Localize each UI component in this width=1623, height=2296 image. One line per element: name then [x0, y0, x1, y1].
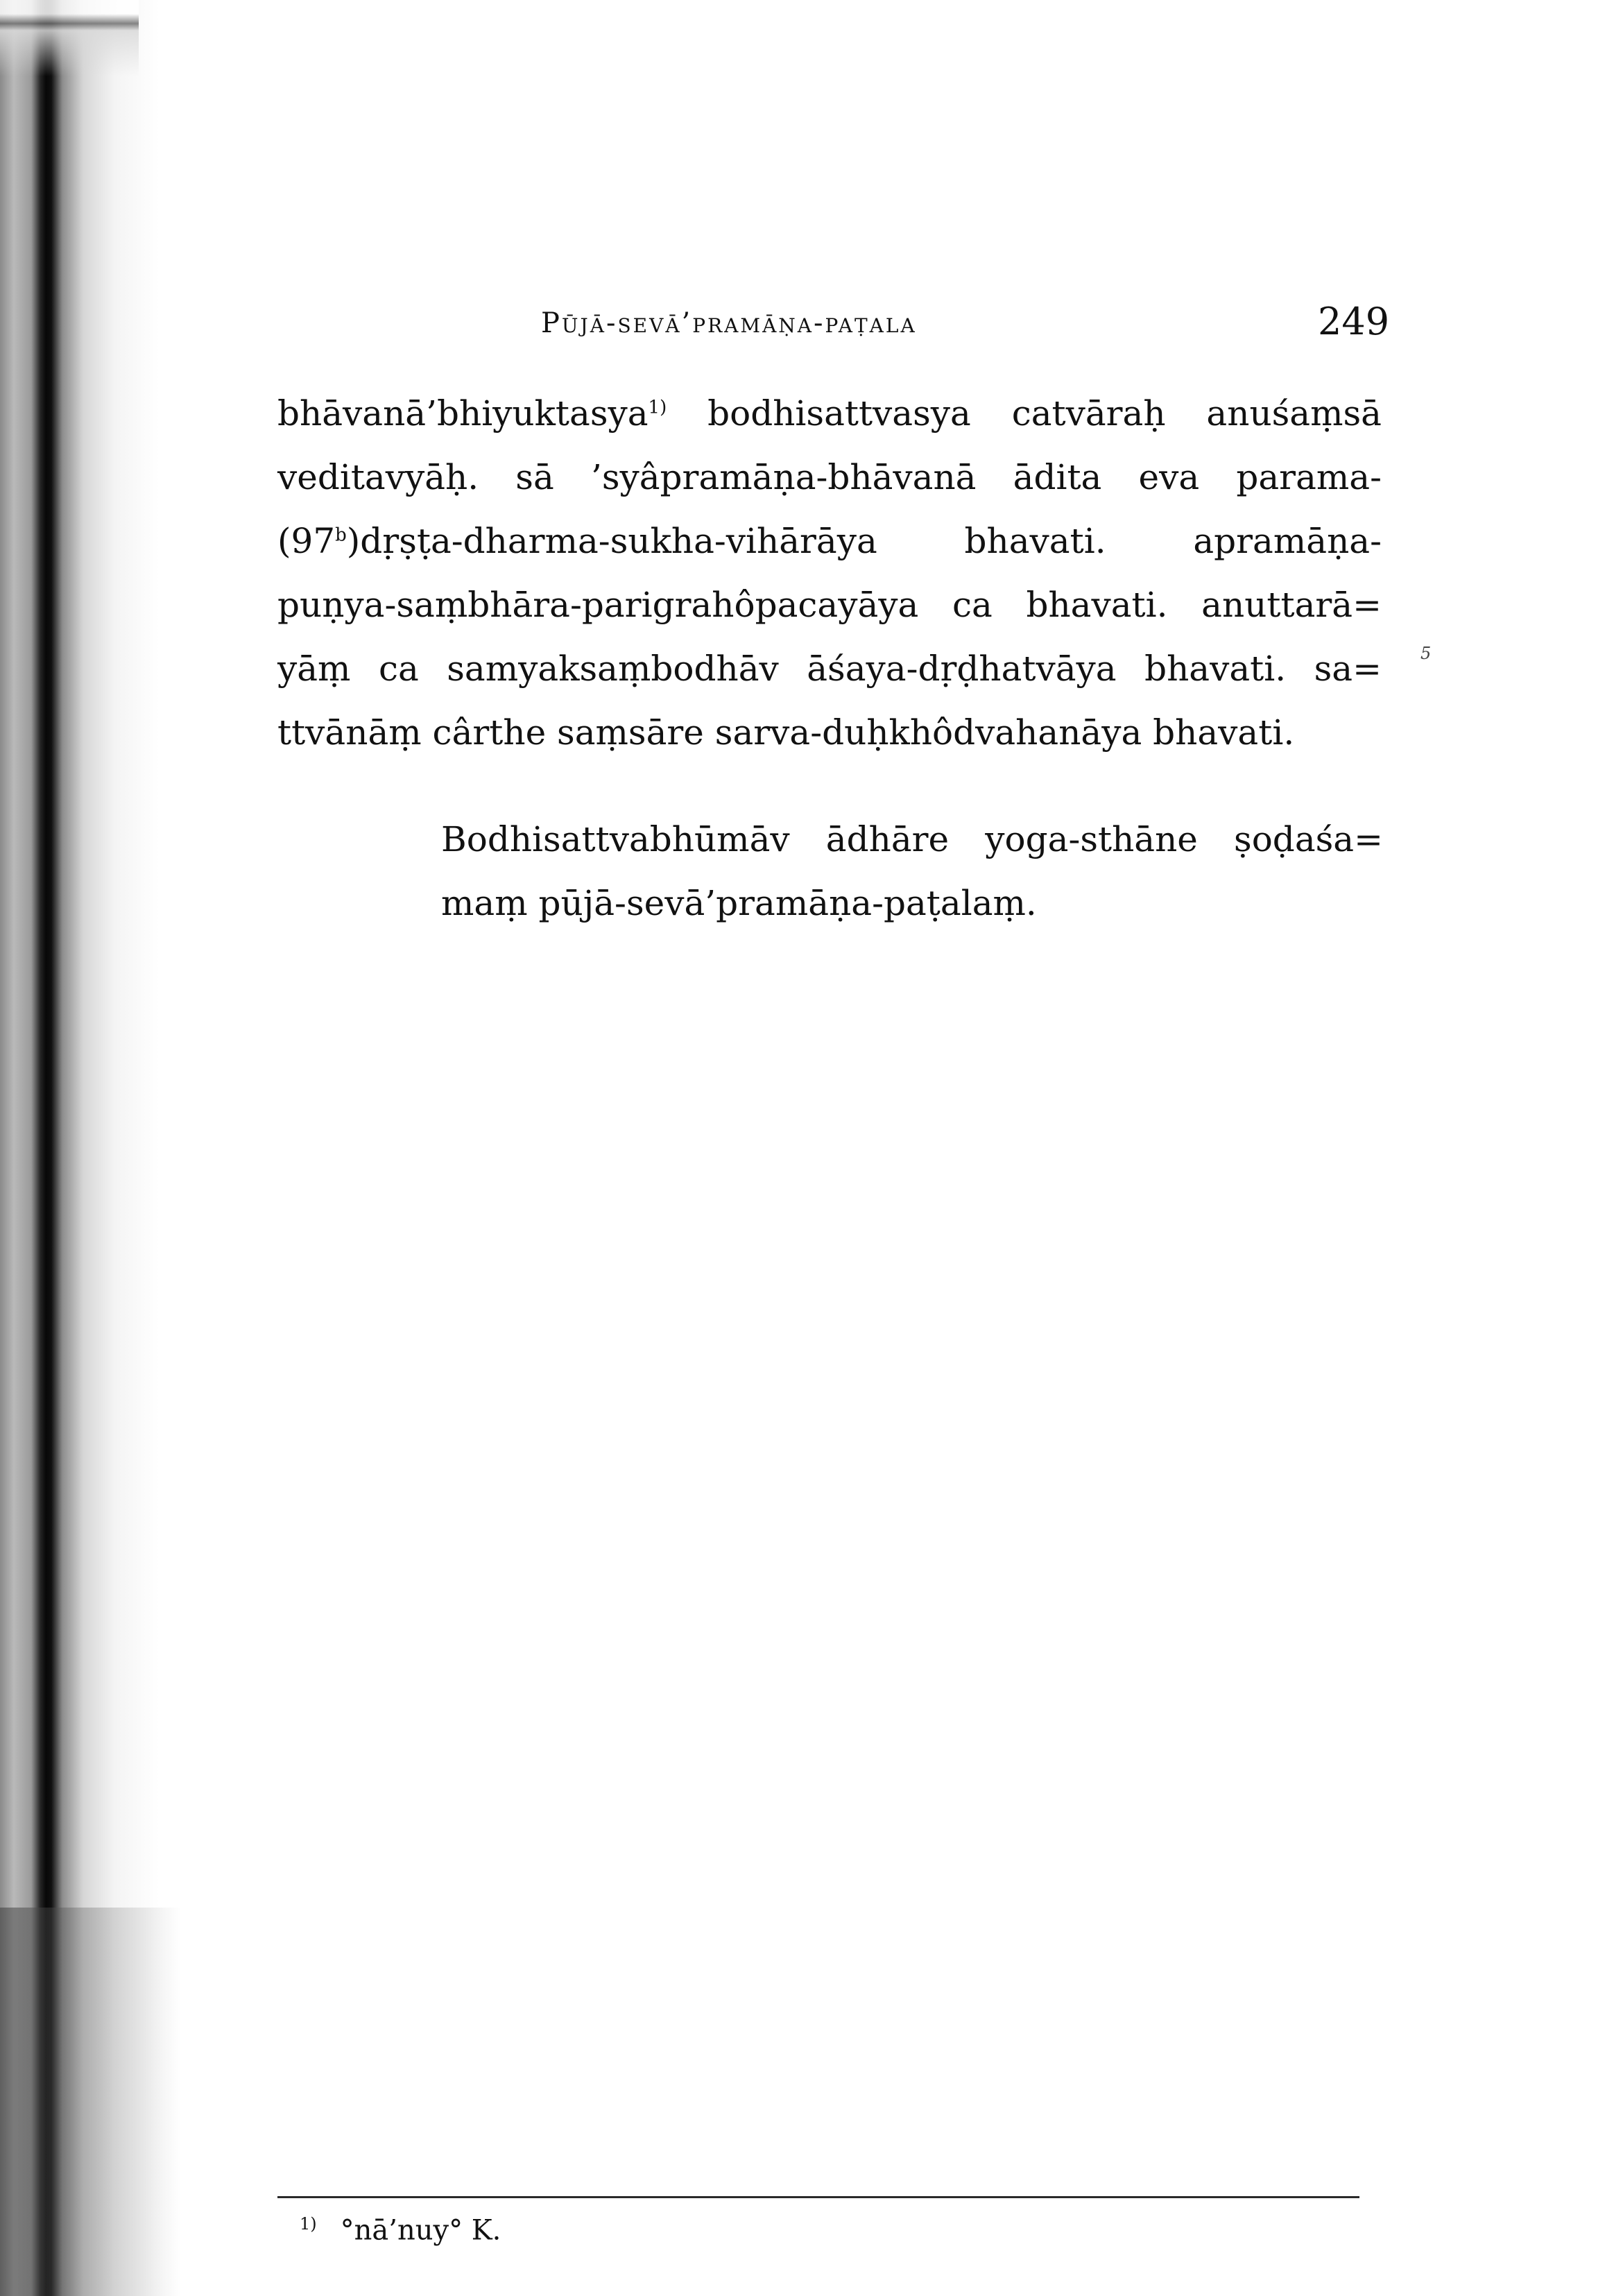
gutter-top-curl: [0, 0, 139, 76]
text-line-6: ttvānāṃ cârthe saṃsāre sarva-duḥkhôdvahanāya bhavati.: [277, 712, 1295, 753]
colophon-line-1: Bodhisattvabhūmāv ādhāre yoga-sthāne ṣoḍaśa=: [441, 819, 1383, 859]
main-text: [277, 382, 1382, 764]
footnote: [300, 2214, 501, 2246]
footnote-text: °nā’nuy° K.: [340, 2214, 501, 2247]
footnote-reference: 1): [648, 397, 667, 418]
text-line-3: (97$^b$)dṛṣṭa-dharma-sukha-vihārāya bhavati. apramāṇa-: [277, 521, 1382, 561]
gutter-bottom-shadow: [0, 1908, 180, 2296]
page-number: 249: [1318, 300, 1390, 343]
text-line-5: yāṃ ca samyaksaṃbodhāv āśaya-dṛḍhatvāya bhavati. sa=: [277, 649, 1382, 689]
footnote-marker: 1): [300, 2214, 317, 2234]
chapter-colophon: [441, 807, 1383, 935]
text-line-4: puṇya-saṃbhāra-parigrahôpacayāya ca bhavati. anuttarā=: [277, 585, 1382, 625]
footnote-divider: [277, 2196, 1359, 2198]
text-line-1: bhāvanā’bhiyuktasya$^{1)}$ bodhisattvasya catvāraḥ anuśaṃsā: [277, 393, 1382, 434]
text-line-2: veditavyāḥ. sā ’syâpramāṇa-bhāvanā ādita eva parama-: [277, 457, 1382, 497]
running-head: Pūjā-sevā’pramāṇa-paṭala: [541, 307, 917, 339]
line-number-marker: 5: [1420, 644, 1432, 663]
folio-reference: b: [335, 524, 347, 546]
colophon-line-2: maṃ pūjā-sevā’pramāṇa-paṭalaṃ.: [441, 883, 1037, 923]
